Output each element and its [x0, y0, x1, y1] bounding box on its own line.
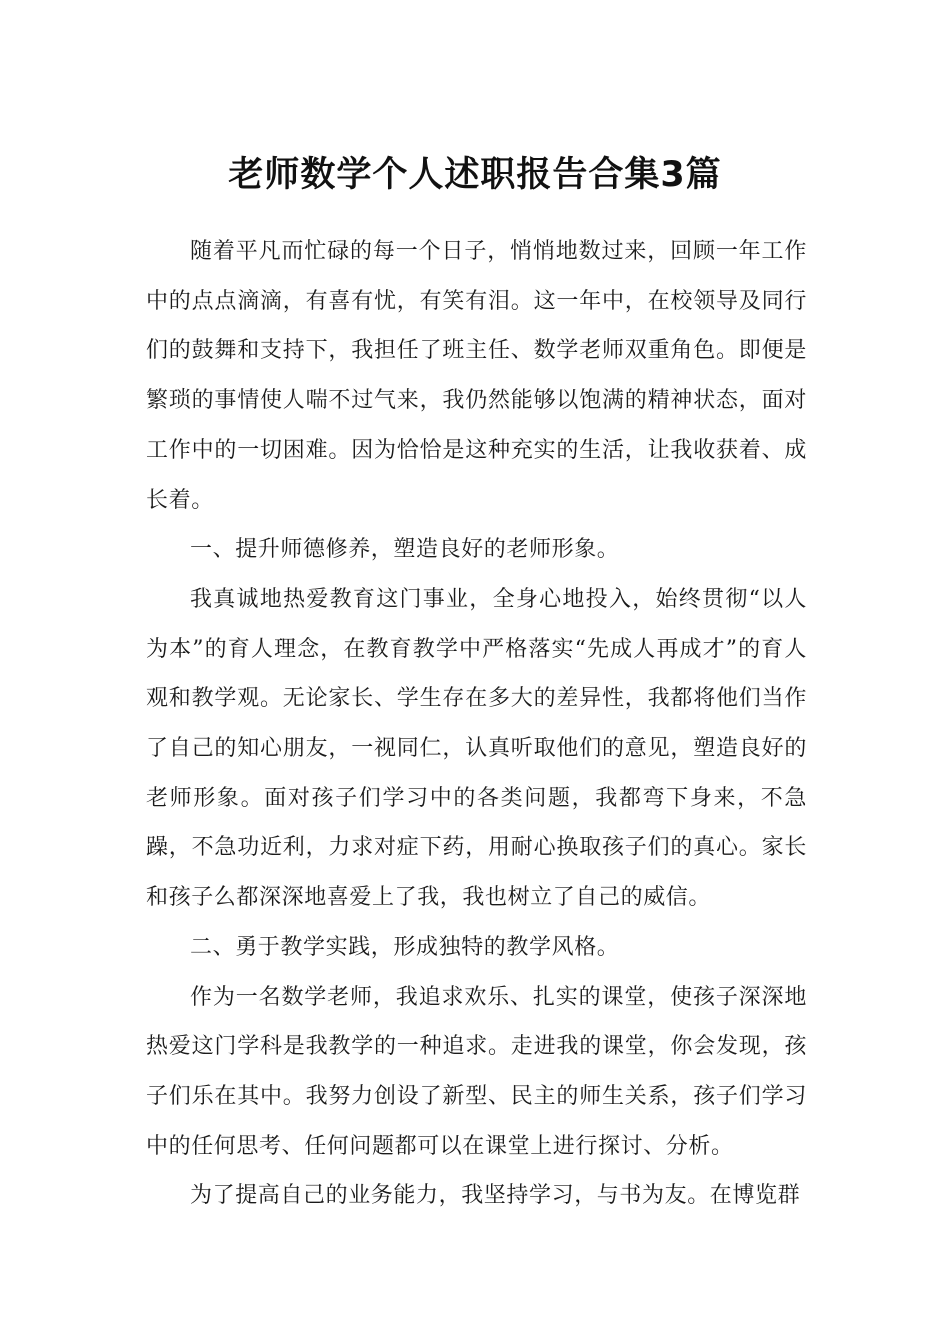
document-body — [146, 227, 807, 1221]
page-title: 老师数学个人述职报告合集3篇 — [228, 155, 722, 196]
paragraph-intro: 随着平凡而忙碌的每一个日子，悄悄地数过来，回顾一年工作中的点点滴滴，有喜有忧，有笑有泪。这一年中，在校领导及同行们的鼓舞和支持下，我担任了班主任、数学老师双重角色。即便是繁琐的事情使人喘不过气来，我仍然能够以饱满的精神状态，面对工作中的一切困难。因为恰恰是这种充实的生活，让我收获着、成长着。 — [146, 239, 807, 513]
section-heading-2: 二、勇于教学实践，形成独特的教学风格。 — [190, 934, 620, 960]
section-heading-1: 一、提升师德修养，塑造良好的老师形象。 — [190, 537, 620, 563]
paragraph-teaching: 作为一名数学老师，我追求欢乐、扎实的课堂，使孩子深深地热爱这门学科是我教学的一种追求。走进我的课堂，你会发现，孩子们乐在其中。我努力创设了新型、民主的师生关系，孩子们学习中的任何思考、任何问题都可以在课堂上进行探讨、分析。 — [146, 984, 807, 1159]
paragraph-learning: 为了提高自己的业务能力，我坚持学习，与书为友。在博览群 — [190, 1183, 801, 1209]
paragraph-ethics: 我真诚地热爱教育这门事业，全身心地投入，始终贯彻“以人为本”的育人理念，在教育教学中严格落实“先成人再成才”的育人观和教学观。无论家长、学生存在多大的差异性，我都将他们当作了自己的知心朋友，一视同仁，认真听取他们的意见，塑造良好的老师形象。面对孩子们学习中的各类问题，我都弯下身来，不急躁，不急功近利，力求对症下药，用耐心换取孩子们的真心。家长和孩子么都深深地喜爱上了我，我也树立了自己的威信。 — [146, 586, 807, 911]
